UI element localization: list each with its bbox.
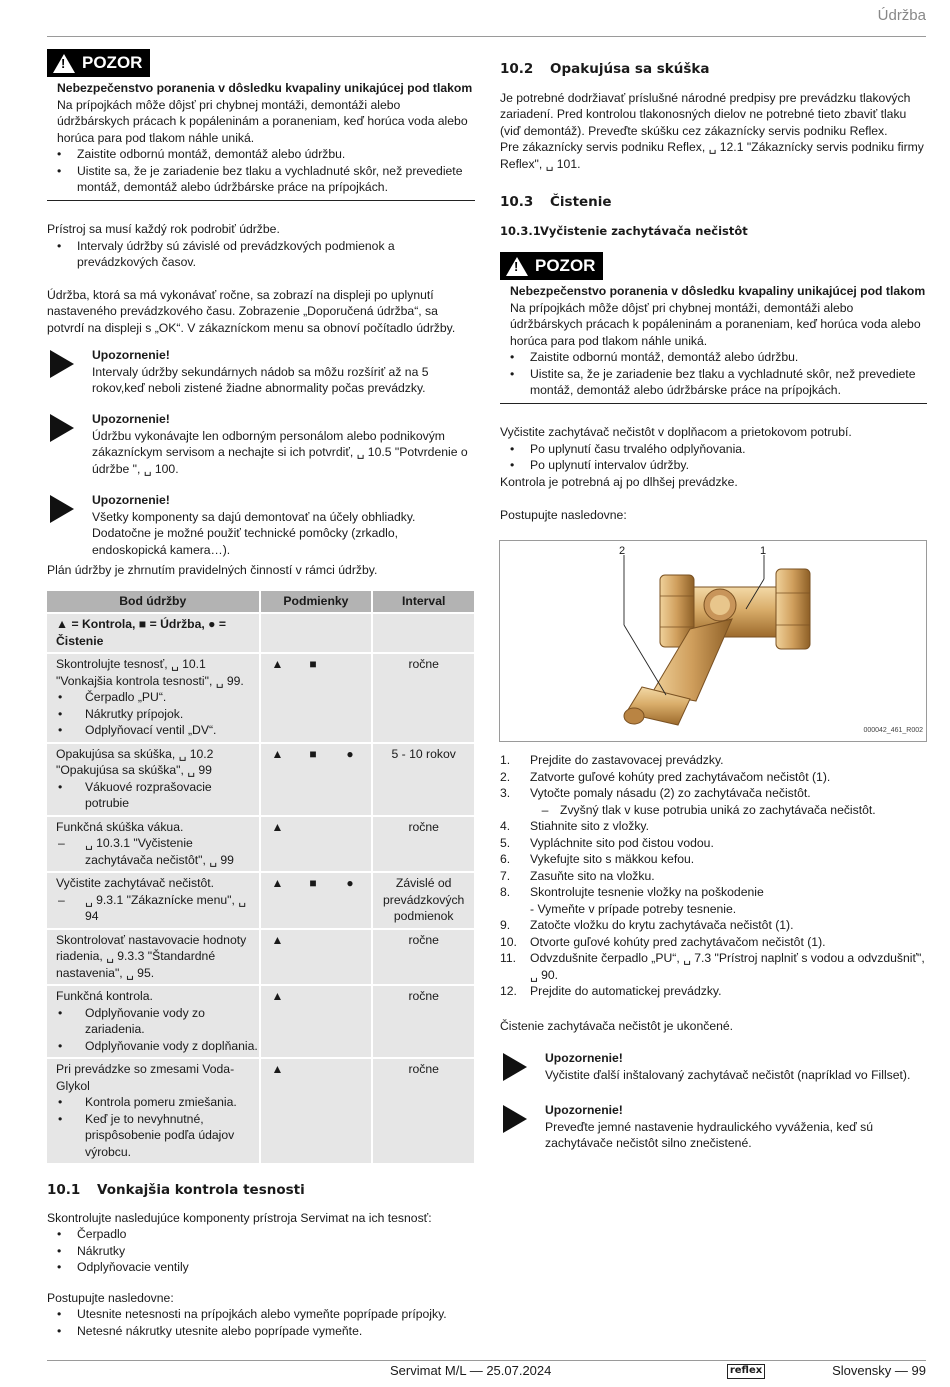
maintenance-point: Vyčistite zachytávač nečistôt. [56, 876, 215, 890]
list-item: • Intervaly údržby sú závislé od prevádzkových podmienok a prevádzkových časov. [47, 238, 475, 271]
interval-cell: 5 - 10 rokov [373, 744, 474, 815]
clean-intro [500, 424, 927, 524]
list-item: • Odplyňovací ventil „DV“. [56, 722, 259, 739]
step-text: Vypláchnite sito pod čistou vodou. [530, 835, 714, 850]
condition-symbol: ▲ [271, 932, 284, 947]
condition-symbol: ■ [309, 746, 317, 761]
step-number: 6. [500, 852, 511, 866]
figure-label-2: 2 [619, 545, 626, 557]
list-item: • Zaistite odbornú montáž, demontáž alebo údržbu. [500, 349, 927, 366]
condition-symbol: ● [346, 876, 354, 890]
condition-symbol: ▲ [271, 876, 284, 890]
dirt-trap-illustration [500, 541, 926, 741]
list-item: • Uistite sa, že je zariadenie bez tlaku a vychladnuté skôr, než prevediete montáž, demontáž alebo údržbárske práce na prípojkách. [47, 163, 475, 196]
section-heading: 10.2 Opakujúsa sa skúška [500, 61, 710, 77]
warning-badge: ! POZOR [500, 252, 603, 280]
note-arrow-icon [50, 414, 74, 442]
step-result-text: Zvyšný tlak v kuse potrubia uniká zo zachytávača nečistôt. [560, 802, 876, 817]
table-row [47, 614, 474, 652]
clean-list [500, 441, 927, 474]
paragraph: Kontrola je potrebná aj po dlhšej prevádzke. [500, 474, 738, 489]
step-item [500, 851, 927, 868]
table-row [47, 930, 474, 985]
warning-triangle-icon [506, 257, 528, 276]
table-cell [261, 614, 372, 652]
maintenance-point: Funkčná kontrola. [56, 989, 153, 1003]
warning-list [47, 146, 475, 196]
component-list [47, 1226, 475, 1276]
conditions-cell [261, 654, 372, 742]
plan-text: Plán údržby je zhrnutím pravidelných činností v rámci údržby. [47, 563, 378, 577]
step-text: Zasuňte sito na vložku. [530, 868, 655, 883]
condition-symbol: ▲ [271, 989, 284, 1003]
step-number: 1. [500, 753, 511, 767]
intro-p2: Údržba, ktorá sa má vykonávať ročne, sa zobrazí na displeji po uplynutí nastaveného prevádzkového času. Zobrazenie „Doporučená údržba“, sa potvrdí na displeji s „OK“. V zákazníckom menu sa obnoví počítadlo údržby. [47, 287, 456, 335]
step-item [500, 950, 927, 983]
procedure-list [47, 1306, 475, 1339]
note-text: Preveďte jemné nastavenie hydraulického vyváženia, keď sú zachytávače nečistôt silno znečistené. [545, 1119, 873, 1150]
condition-symbol [332, 988, 369, 1005]
table-cell [47, 986, 259, 1057]
condition-symbol: ● [346, 746, 354, 761]
list-item: • Čerpadlo „PU“. [56, 689, 259, 706]
condition-symbol [295, 988, 332, 1005]
paragraph: Je potrebné dodržiavať príslušné národné predpisy pre prevádzku tlakových zariadení. Pred kontrolou tlakonosných dielov ne potrebné tieto zbaviť tlaku (viď demontáž). Preveďte skúšku cez zákaznícky servis podniku Reflex. [500, 90, 911, 138]
condition-symbol [332, 819, 369, 836]
dirt-trap-figure [499, 540, 927, 742]
maintenance-sublist [56, 1094, 259, 1160]
footer-doc: Servimat M/L — 25.07.2024 [390, 1363, 552, 1378]
step-text: Otvorte guľové kohúty pred zachytávačom nečistôt (1). [530, 934, 826, 949]
step-item [500, 769, 927, 786]
maintenance-sublist [56, 835, 259, 868]
note-title: Upozornenie! [545, 1103, 623, 1117]
interval-cell: ročne [373, 817, 474, 872]
list-item: • Nákrutky prípojok. [56, 706, 259, 723]
warning-list [500, 349, 927, 399]
step-number: 8. [500, 885, 511, 899]
note-text: Vyčistite ďalší inštalovaný zachytávač nečistôt (napríklad vo Fillset). [545, 1067, 911, 1082]
dash-marker: – [541, 802, 549, 817]
table-row [47, 873, 474, 928]
note-2 [47, 411, 475, 477]
list-item: • Po uplynutí intervalov údržby. [500, 457, 927, 474]
figure-code: 000042_461_R002 [863, 726, 923, 734]
table-row [47, 986, 474, 1057]
table-row [47, 1059, 474, 1163]
table-cell [47, 873, 259, 928]
table-row [47, 817, 474, 872]
conditions-cell [261, 817, 372, 872]
maintenance-point: Pri prevádzke so zmesami Voda-Glykol [56, 1062, 235, 1093]
step-item [500, 983, 927, 1000]
paragraph: Skontrolujte nasledujúce komponenty prístroja Servimat na ich tesnosť: [47, 1210, 432, 1225]
step-text: Vykefujte sito s mäkkou kefou. [530, 852, 695, 866]
step-text: Skontrolujte tesnenie vložky na poškodenie [530, 885, 764, 899]
paragraph: Postupujte nasledovne: [47, 1290, 174, 1305]
list-item: – ␣ 9.3.1 "Zákaznícke menu", ␣ 94 [56, 892, 259, 925]
conditions-cell [261, 930, 372, 985]
header-section-title: Údržba [877, 7, 926, 24]
step-number: 7. [500, 868, 511, 883]
cleaning-steps [500, 752, 927, 1000]
paragraph: Vyčistite zachytávač nečistôt v doplňacom a prietokovom potrubí. [500, 425, 852, 439]
list-item: • Utesnite netesnosti na prípojkách alebo vymeňte poprípade prípojky. [47, 1306, 475, 1323]
warning-box-right [500, 252, 927, 404]
note-text: Všetky komponenty sa dajú demontovať na účely obhliadky. Dodatočne je možné použiť technické pomôcky (zrkadlo, endoskopická kamera…). [92, 509, 416, 557]
list-item: • Kontrola pomeru zmiešania. [56, 1094, 259, 1111]
table-row [47, 744, 474, 815]
section-heading: 10.1 Vonkajšia kontrola tesnosti [47, 1182, 305, 1198]
step-item [500, 752, 927, 769]
conditions-cell [261, 1059, 372, 1163]
subsection-heading-10-3-1: 10.3.1Vyčistenie zachytávača nečistôt [500, 224, 748, 238]
note-right-1 [500, 1050, 927, 1083]
step-text: Prejdite do zastavovacej prevádzky. [530, 753, 724, 767]
table-cell [373, 614, 474, 652]
condition-symbol [295, 1061, 332, 1078]
warning-title: Nebezpečenstvo poranenia v dôsledku kvapaliny unikajúcej pod tlakom [57, 81, 473, 95]
interval-cell: ročne [373, 1059, 474, 1163]
clean-done: Čistenie zachytávača nečistôt je ukončené. [500, 1019, 734, 1033]
step-item [500, 934, 927, 951]
step-item [500, 818, 927, 835]
condition-symbol: ▲ [271, 819, 284, 834]
note-arrow-icon [50, 350, 74, 378]
step-number: 12. [500, 984, 517, 998]
footer-page: Slovensky — 99 [832, 1363, 926, 1378]
list-item: • Po uplynutí času trvalého odplyňovania. [500, 441, 927, 458]
section-heading-10-3: 10.3 Čistenie [500, 194, 612, 210]
condition-symbol [295, 932, 332, 949]
section-10-2 [500, 61, 927, 172]
interval-cell: Závislé od prevádzkových podmienok [373, 873, 474, 928]
step-subtext: - Vymeňte v prípade potreby tesnenie. [530, 901, 737, 916]
intro-p1: Prístroj sa musí každý rok podrobiť údržbe. [47, 222, 280, 236]
step-number: 11. [500, 951, 517, 965]
list-item: – ␣ 10.3.1 "Vyčistenie zachytávača nečistôt", ␣ 99 [56, 835, 259, 868]
warning-text: Na prípojkách môže dôjsť pri chybnej montáži, demontáži alebo údržbárskych prácach k popáleninám a poraneniam, keď horúca voda alebo horúca para pod tlakom náhle uniká. [510, 300, 921, 348]
note-arrow-icon [503, 1105, 527, 1133]
note-arrow-icon [50, 495, 74, 523]
figure-label-1: 1 [760, 545, 767, 557]
note-1 [47, 347, 475, 397]
table-legend: ▲ = Kontrola, ■ = Údržba, ● = Čistenie [47, 614, 259, 652]
intro-block [47, 221, 475, 336]
condition-symbol: ▲ [271, 1062, 284, 1076]
warning-title: Nebezpečenstvo poranenia v dôsledku kvapaliny unikajúcej pod tlakom [510, 284, 926, 298]
interval-cell: ročne [373, 930, 474, 985]
interval-cell: ročne [373, 986, 474, 1057]
step-text: Odvzdušnite čerpadlo „PU“, ␣ 7.3 "Prístroj naplniť s vodou a odvzdušniť", ␣ 90. [530, 951, 925, 982]
step-number: 5. [500, 835, 511, 850]
conditions-cell [261, 986, 372, 1057]
maintenance-sublist [56, 779, 259, 812]
footer-divider [47, 1360, 926, 1361]
step-item [500, 835, 927, 852]
table-header: Podmienky [261, 591, 372, 612]
table-header: Bod údržby [47, 591, 259, 612]
table-cell [47, 817, 259, 872]
list-item: • Uistite sa, že je zariadenie bez tlaku a vychladnuté skôr, než prevediete montáž, demontáž alebo údržbárske práce na prípojkách. [500, 366, 927, 399]
condition-symbol [332, 932, 369, 949]
note-text: Údržbu vykonávajte len odborným personálom alebo podnikovým zákazníckym servisom a nechajte si ich potvrdiť, ␣ 10.5 "Potvrdenie o údržbe ", ␣ 100. [92, 428, 468, 476]
condition-symbol [332, 656, 369, 673]
note-text: Intervaly údržby sekundárnych nádob sa môžu rozšíriť až na 5 rokov,keď neboli zistené žiadne abnormality počas prevádzky. [92, 364, 429, 395]
maintenance-point: Funkčná skúška vákua. [56, 819, 184, 834]
step-number: 3. [500, 786, 511, 800]
warning-box-left [47, 49, 475, 201]
step-number: 4. [500, 819, 511, 833]
step-number: 10. [500, 934, 517, 949]
note-3 [47, 492, 475, 558]
condition-symbol: ■ [309, 657, 317, 671]
step-item [500, 785, 927, 818]
step-item [500, 884, 927, 917]
note-arrow-icon [503, 1053, 527, 1081]
condition-symbol: ■ [309, 876, 317, 890]
step-text: Zatvorte guľové kohúty pred zachytávačom nečistôt (1). [530, 769, 831, 784]
maintenance-sublist [56, 689, 259, 739]
table-cell [47, 744, 259, 815]
paragraph: Postupujte nasledovne: [500, 508, 627, 522]
step-text: Stiahnite sito z vložky. [530, 819, 649, 833]
note-title: Upozornenie! [92, 348, 170, 362]
list-item: • Vákuové rozprašovacie potrubie [56, 779, 259, 812]
condition-symbol [295, 819, 332, 836]
table-header: Interval [373, 591, 474, 612]
header-divider [47, 36, 926, 37]
list-item: • Netesné nákrutky utesnite alebo poprípade vymeňte. [47, 1323, 475, 1340]
step-result [530, 802, 876, 819]
maintenance-table [45, 589, 476, 1165]
step-text: Vytočte pomaly násadu (2) zo zachytávača nečistôt. [530, 786, 811, 800]
table-cell [47, 654, 259, 742]
intro-list [47, 238, 475, 271]
step-item [500, 868, 927, 885]
table-cell [47, 1059, 259, 1163]
list-item: • Odplyňovanie vody zo zariadenia. [56, 1005, 259, 1038]
list-item: • Odplyňovanie vody z doplňania. [56, 1038, 259, 1055]
condition-symbol [332, 1061, 369, 1078]
condition-symbol: ▲ [271, 746, 284, 761]
note-title: Upozornenie! [92, 412, 170, 426]
section-10-1 [47, 1182, 475, 1339]
note-right-2 [500, 1102, 927, 1152]
maintenance-point: Opakujúsa sa skúška, ␣ 10.2 "Opakujúsa sa skúška", ␣ 99 [56, 746, 214, 777]
step-text: Prejdite do automatickej prevádzky. [530, 984, 722, 998]
maintenance-sublist [56, 1005, 259, 1055]
step-item [500, 917, 927, 934]
conditions-cell [261, 873, 372, 928]
reflex-logo: reflex [727, 1364, 765, 1379]
warning-triangle-icon [53, 54, 75, 73]
warning-badge: ! POZOR [47, 49, 150, 77]
step-text: Zatočte vložku do krytu zachytávača nečistôt (1). [530, 918, 794, 932]
table-row [47, 654, 474, 742]
step-number: 2. [500, 769, 511, 784]
conditions-cell [261, 744, 372, 815]
warning-text: Na prípojkách môže dôjsť pri chybnej montáži, demontáži alebo údržbárskych prácach k popáleninám a poraneniam, keď horúca voda alebo horúca para pod tlakom náhle uniká. [57, 97, 468, 145]
interval-cell: ročne [373, 654, 474, 742]
condition-symbol: ▲ [271, 657, 284, 671]
note-title: Upozornenie! [92, 493, 170, 507]
note-title: Upozornenie! [545, 1051, 623, 1065]
step-number: 9. [500, 918, 511, 932]
list-item: • Keď je to nevyhnutné, prispôsobenie podľa údajov výrobcu. [56, 1111, 259, 1161]
list-item: • Odplyňovacie ventily [47, 1259, 475, 1276]
maintenance-point: Skontrolujte tesnosť, ␣ 10.1 "Vonkajšia kontrola tesnosti", ␣ 99. [56, 657, 244, 688]
list-item: • Zaistite odbornú montáž, demontáž alebo údržbu. [47, 146, 475, 163]
maintenance-point: Skontrolovať nastavovacie hodnoty riadenia, ␣ 9.3.3 "Štandardné nastavenia", ␣ 95. [56, 932, 247, 980]
list-item: • Čerpadlo [47, 1226, 475, 1243]
table-cell [47, 930, 259, 985]
paragraph: Pre zákaznícky servis podniku Reflex, ␣ 12.1 "Zákaznícky servis podniku firmy Reflex", ␣ 101. [500, 140, 924, 171]
list-item: • Nákrutky [47, 1243, 475, 1260]
maintenance-sublist [56, 892, 259, 925]
